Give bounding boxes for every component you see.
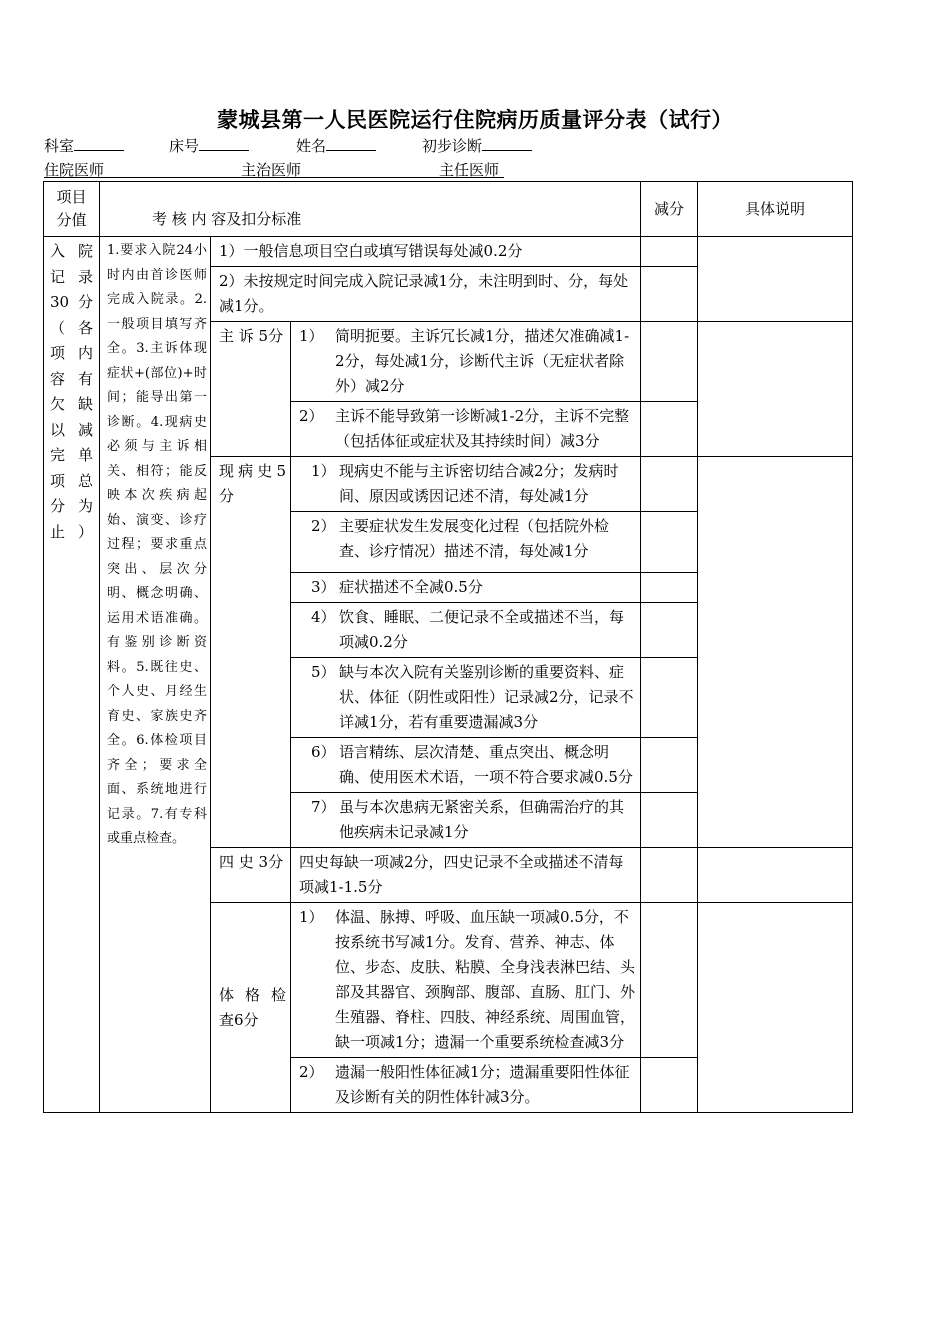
deduction-cell[interactable] (641, 512, 698, 573)
explanation-cell[interactable] (698, 848, 853, 903)
list-item: 7） 虽与本次患病无紧密关系，但确需治疗的其他疾病未记录减1分 (291, 793, 641, 848)
section-label-four-histories: 四 史 3分 (211, 848, 291, 903)
list-item: 5） 缺与本次入院有关鉴别诊断的重要资料、症状、体征（阴性或阳性）记录减2分，记录不详减1分，若有重要遗漏减3分 (291, 658, 641, 738)
deduction-cell[interactable] (641, 793, 698, 848)
deduction-cell[interactable] (641, 573, 698, 603)
section-label-physical-exam: 体 格 检查6分 (211, 903, 291, 1113)
table-header (44, 182, 853, 237)
deduction-cell[interactable] (641, 322, 698, 402)
deduction-cell[interactable] (641, 658, 698, 738)
bed-label: 床号 (169, 137, 200, 155)
attending-label[interactable]: 主治医师 (241, 161, 302, 179)
section-label-chief-complaint: 主 诉 5分 (211, 322, 291, 457)
category-label: 入院记录30分（各项内容有欠缺以减完单项总分为止） (44, 237, 100, 1113)
deduction-cell[interactable] (641, 903, 698, 1058)
bed-field[interactable] (169, 135, 249, 156)
deduction-cell[interactable] (641, 848, 698, 903)
deduction-cell[interactable] (641, 738, 698, 793)
list-item: 3） 症状描述不全减0.5分 (291, 573, 641, 603)
list-item: 2） 主要症状发生发展变化过程（包括院外检查、诊疗情况）描述不清，每处减1分 (291, 512, 641, 573)
list-item: 四史每缺一项减2分，四史记录不全或描述不清每项减1-1.5分 (291, 848, 641, 903)
table-row (44, 237, 853, 267)
list-item: 1） 简明扼要。主诉冗长减1分，描述欠准确减1-2分，每处减1分，诊断代主诉（无症状者除外）减2分 (291, 322, 641, 402)
list-item: 6） 语言精练、层次清楚、重点突出、概念明确、使用医术术语，一项不符合要求减0.5分 (291, 738, 641, 793)
page-title: 蒙城县第一人民医院运行住院病历质量评分表（试行） (217, 107, 733, 132)
diagnosis-field[interactable] (422, 135, 532, 156)
deduction-cell[interactable] (641, 237, 698, 267)
header-explanation: 具体说明 (698, 182, 853, 237)
deduction-cell[interactable] (641, 267, 698, 322)
list-item: 1） 现病史不能与主诉密切结合减2分；发病时间、原因或诱因记述不清，每处减1分 (291, 457, 641, 512)
requirements-text: 1.要求入院24小时内由首诊医师完成入院录。2.一般项目填写齐全。3.主诉体现症状+(部位)+时间；能导出第一诊断。4.现病史必须与主诉相关、相符；能反映本次疾病起始、演变、诊疗过程；要求重点突出、层次分明、概念明确、运用术语准确。有鉴别诊断资料。5.既往史、个人史、月经生育史、家族史齐全。6.体检项目齐全；要求全面、系统地进行记录。7.有专科或重点检查。 (100, 237, 211, 1113)
chief-label[interactable]: 主任医师 (439, 161, 500, 179)
explanation-cell[interactable] (698, 322, 853, 457)
dept-field[interactable] (44, 135, 124, 156)
explanation-cell[interactable] (698, 457, 853, 848)
name-label: 姓名 (296, 137, 327, 155)
header-deduction: 减分 (641, 182, 698, 237)
general-item-1: 1）一般信息项目空白或填写错误每处减0.2分 (211, 237, 641, 267)
name-field[interactable] (296, 135, 376, 156)
resident-label[interactable]: 住院医师 (44, 161, 105, 179)
list-item: 4） 饮食、睡眠、二便记录不全或描述不当，每项减0.2分 (291, 603, 641, 658)
deduction-cell[interactable] (641, 1058, 698, 1113)
scoring-table (43, 181, 853, 1113)
section-label-present-illness: 现病史5分 (211, 457, 291, 848)
header-content: 考 核 内 容及扣分标准 (100, 182, 641, 237)
deduction-cell[interactable] (641, 457, 698, 512)
diagnosis-label: 初步诊断 (422, 137, 483, 155)
explanation-cell[interactable] (698, 237, 853, 322)
deduction-cell[interactable] (641, 402, 698, 457)
list-item: 2） 主诉不能导致第一诊断减1-2分，主诉不完整（包括体征或症状及其持续时间）减3分 (291, 402, 641, 457)
deduction-cell[interactable] (641, 603, 698, 658)
header-item-score: 项目分值 (44, 182, 100, 237)
list-item: 1） 体温、脉搏、呼吸、血压缺一项减0.5分，不按系统书写减1分。发育、营养、神志、体位、步态、皮肤、粘膜、全身浅表淋巴结、头部及其器官、颈胸部、腹部、直肠、肛门、外生殖器、脊柱、四肢、神经系统、周围血管，缺一项减1分；遗漏一个重要系统检查减3分 (291, 903, 641, 1058)
list-item: 2） 遗漏一般阳性体征减1分；遗漏重要阳性体征及诊断有关的阴性体针减3分。 (291, 1058, 641, 1113)
general-item-2: 2）未按规定时间完成入院记录减1分，未注明到时、分，每处减1分。 (211, 267, 641, 322)
explanation-cell[interactable] (698, 903, 853, 1113)
dept-label: 科室 (44, 137, 75, 155)
